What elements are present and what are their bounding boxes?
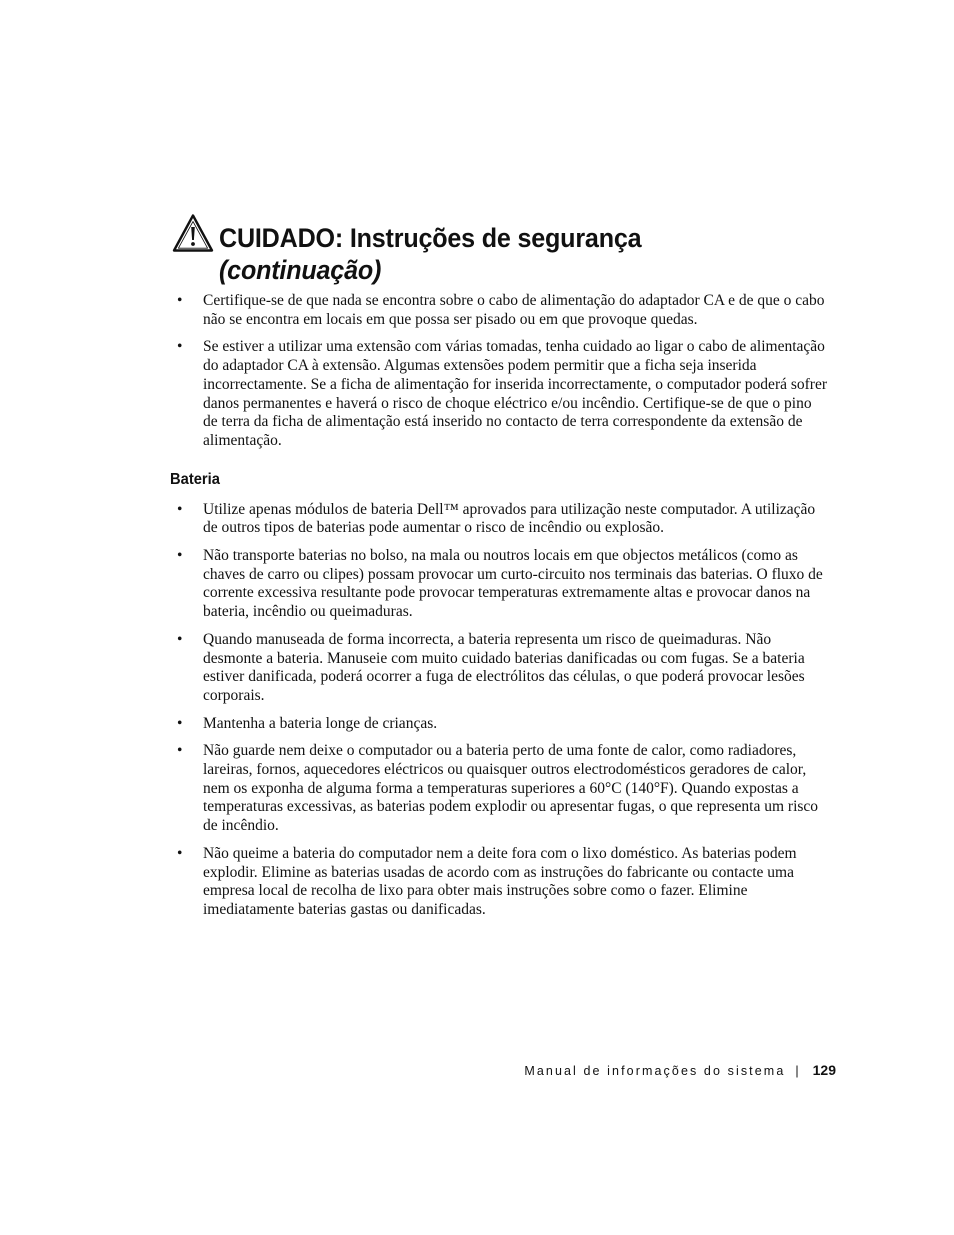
page-number: 129 xyxy=(812,1062,836,1078)
list-item-text: Quando manuseada de forma incorrecta, a bateria representa um risco de queimaduras. Não desmonte a bateria. Manuseie com muito cuidado baterias danificadas ou com fugas. Se a bateria estiver danificada, poderá ocorrer a fuga de electrólitos das células, o que poderá provocar lesões corporais. xyxy=(203,630,805,704)
list-item xyxy=(170,742,830,836)
section-heading-battery: Bateria xyxy=(170,470,220,488)
list-item xyxy=(170,338,830,450)
list-item xyxy=(170,715,830,734)
footer-manual-title: Manual de informações do sistema xyxy=(524,1064,786,1078)
bullet-marker: • xyxy=(177,844,183,862)
page-title xyxy=(219,222,641,286)
bullet-marker: • xyxy=(177,292,183,309)
list-item-text: Não guarde nem deixe o computador ou a bateria perto de uma fonte de calor, como radiadores, lareiras, fornos, aquecedores eléctricos ou quaisquer outros electrodomésticos geradores de calor, nem os exponha de alguma forma a temperaturas superiores a 60°C (140°F). Quando expostas a temperaturas excessivas, as baterias podem explodir ou apresentar fugas, o que representa um risco de incêndio. xyxy=(203,742,819,835)
battery-bullet-list xyxy=(170,501,830,920)
list-item xyxy=(170,501,830,538)
list-item-text: Não queime a bateria do computador nem a deite fora com o lixo doméstico. As baterias podem explodir. Elimine as baterias usadas de acordo com as instruções do fabricante ou contacte uma empresa local de recolha de lixo para obter mais instruções sobre como o fazer. Elimine imediatamente baterias gastas ou danificadas. xyxy=(203,844,797,918)
list-item xyxy=(170,845,830,920)
list-item-text: Mantenha a bateria longe de crianças. xyxy=(203,714,438,732)
page-footer xyxy=(524,1062,836,1079)
list-item-text: Se estiver a utilizar uma extensão com várias tomadas, tenha cuidado ao ligar o cabo de alimentação do adaptador CA à extensão. Algumas extensões podem permitir que a ficha seja inserida incorrectamente. Se a ficha de alimentação for inserida incorrectamente, o computador poderá sofrer danos permanentes e haverá o risco de choque eléctrico e/ou incêndio. Certifique-se de que o pino de terra da ficha de alimentação está inserido no contacto de terra correspondente da extensão de alimentação. xyxy=(203,338,828,449)
bullet-marker: • xyxy=(177,714,183,732)
warning-triangle-icon xyxy=(172,213,214,253)
list-item xyxy=(170,547,830,622)
title-continuation: (continuação) xyxy=(219,255,382,285)
bullet-marker: • xyxy=(177,338,183,356)
list-item xyxy=(170,292,830,329)
main-content xyxy=(170,292,830,929)
bullet-marker: • xyxy=(177,547,183,565)
list-item-text: Utilize apenas módulos de bateria Dell™ aprovados para utilização neste computador. A utilização de outros tipos de baterias pode aumentar o risco de incêndio ou explosão. xyxy=(203,500,816,537)
footer-separator: | xyxy=(795,1064,799,1078)
list-item xyxy=(170,631,830,706)
bullet-marker: • xyxy=(177,742,183,760)
bullet-marker: • xyxy=(177,500,183,518)
list-item-text: Não transporte baterias no bolso, na mala ou noutros locais em que objectos metálicos (como as chaves de carro ou clipes) possam provocar um curto-circuito nos terminais das baterias. O fluxo de corrente excessiva resultante pode provocar temperaturas extremamente altas e provocar danos na bateria, incêndio ou queimaduras. xyxy=(203,547,823,621)
title-main: CUIDADO: Instruções de segurança xyxy=(219,223,642,253)
intro-bullet-list xyxy=(170,292,830,451)
list-item-text: Certifique-se de que nada se encontra sobre o cabo de alimentação do adaptador CA e de que o cabo não se encontra em locais em que possa ser pisado ou em que provoque quedas. xyxy=(203,292,825,328)
bullet-marker: • xyxy=(177,630,183,648)
